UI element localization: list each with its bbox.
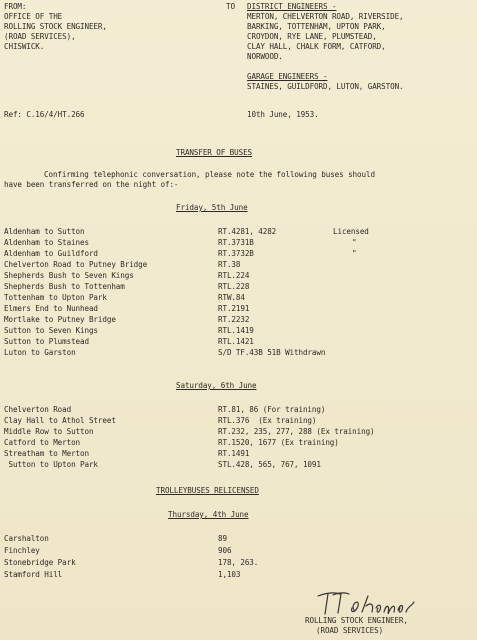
- intro-line-2: have been transferred on the night of:-: [4, 180, 179, 189]
- from-line-1: OFFICE OF THE: [4, 12, 63, 21]
- list-item-route: Streatham to Merton: [4, 449, 89, 458]
- document-title: TRANSFER OF BUSES: [176, 148, 253, 157]
- list-item-route: Stonebridge Park: [4, 558, 76, 567]
- list-item-buses: 89: [218, 534, 227, 543]
- list-item-route: Shepherds Bush to Seven Kings: [4, 271, 134, 280]
- list-item-route: Carshalton: [4, 534, 49, 543]
- list-item-route: Stamford Hill: [4, 570, 63, 579]
- list-item-buses: 1,103: [218, 570, 241, 579]
- section-heading-thursday: Thursday, 4th June: [168, 510, 249, 519]
- from-line-3: (ROAD SERVICES),: [4, 32, 76, 41]
- list-item-buses: RT.2191: [218, 304, 250, 313]
- list-item-buses: RT.1520, 1677 (Ex training): [218, 438, 339, 447]
- to-label: TO: [226, 2, 235, 11]
- list-item-buses: RT.4281, 4282: [218, 227, 277, 236]
- list-item-buses: 178, 263.: [218, 558, 259, 567]
- list-item-buses: S/D TF.43B 51B Withdrawn: [218, 348, 326, 357]
- list-item-route: Clay Hall to Athol Street: [4, 416, 116, 425]
- list-item-buses: RT.2232: [218, 315, 250, 324]
- letter-date: 10th June, 1953.: [247, 110, 319, 119]
- list-item-route: Sutton to Seven Kings: [4, 326, 98, 335]
- signatory-title-line-1: ROLLING STOCK ENGINEER,: [305, 616, 408, 625]
- to-line-2: BARKING, TOTTENHAM, UPTON PARK,: [247, 22, 386, 31]
- list-item-buses: RT.3732B: [218, 249, 254, 258]
- list-item-buses: RTL.1419: [218, 326, 254, 335]
- list-item-route: Catford to Merton: [4, 438, 81, 447]
- list-item-buses: RTL.228: [218, 282, 250, 291]
- intro-line-1: Confirming telephonic conversation, please note the following buses should: [44, 170, 375, 179]
- trolleybus-title: TROLLEYBUSES RELICENSED: [156, 486, 259, 495]
- list-item-buses: RTL.376 (Ex training): [218, 416, 317, 425]
- section-heading-friday: Friday, 5th June: [176, 203, 248, 212]
- to-line-5: NORWOOD.: [247, 52, 283, 61]
- to-line-3: CROYDON, RYE LANE, PLUMSTEAD,: [247, 32, 377, 41]
- ditto-mark: ": [352, 238, 357, 247]
- list-item-route: Elmers End to Nunhead: [4, 304, 98, 313]
- list-item-buses: RT.232, 235, 277, 288 (Ex training): [218, 427, 375, 436]
- ditto-mark: ": [352, 249, 357, 258]
- list-item-route: Chelverton Road to Putney Bridge: [4, 260, 148, 269]
- list-item-buses: 906: [218, 546, 232, 555]
- list-item-route: Shepherds Bush to Tottenham: [4, 282, 125, 291]
- garage-line: STAINES, GUILDFORD, LUTON, GARSTON.: [247, 82, 404, 91]
- reference: Ref: C.16/4/HT.266: [4, 110, 85, 119]
- from-line-2: ROLLING STOCK ENGINEER,: [4, 22, 107, 31]
- list-item-buses: RT.81, 86 (For training): [218, 405, 326, 414]
- from-label: FROM:: [4, 2, 27, 11]
- list-item-route: Mortlake to Putney Bridge: [4, 315, 116, 324]
- list-item-route: Sutton to Plumstead: [4, 337, 89, 346]
- list-item-route: Aldenham to Guildford: [4, 249, 98, 258]
- list-item-route: Middle Row to Sutton: [4, 427, 94, 436]
- list-item-route: Sutton to Upton Park: [4, 460, 98, 469]
- list-item-buses: RTL.1421: [218, 337, 254, 346]
- list-item-route: Aldenham to Staines: [4, 238, 89, 247]
- to-line-1: MERTON, CHELVERTON ROAD, RIVERSIDE,: [247, 12, 404, 21]
- signatory-title-line-2: (ROAD SERVICES): [316, 626, 384, 635]
- list-item-buses: RTL.224: [218, 271, 250, 280]
- list-item-buses: RT.1491: [218, 449, 250, 458]
- from-line-4: CHISWICK.: [4, 42, 45, 51]
- to-line-4: CLAY HALL, CHALK FORM, CATFORD,: [247, 42, 386, 51]
- list-item-note: Licensed: [333, 227, 369, 236]
- list-item-route: Aldenham to Sutton: [4, 227, 85, 236]
- list-item-buses: RTW.84: [218, 293, 245, 302]
- list-item-route: Tottenham to Upton Park: [4, 293, 107, 302]
- list-item-route: Chelverton Road: [4, 405, 72, 414]
- list-item-route: Finchley: [4, 546, 40, 555]
- list-item-buses: RT.38: [218, 260, 241, 269]
- to-heading: DISTRICT ENGINEERS -: [247, 2, 337, 11]
- list-item-route: Luton to Garston: [4, 348, 76, 357]
- list-item-buses: RT.3731B: [218, 238, 254, 247]
- list-item-buses: STL.428, 565, 767, 1091: [218, 460, 321, 469]
- section-heading-saturday: Saturday, 6th June: [176, 381, 257, 390]
- garage-heading: GARAGE ENGINEERS -: [247, 72, 328, 81]
